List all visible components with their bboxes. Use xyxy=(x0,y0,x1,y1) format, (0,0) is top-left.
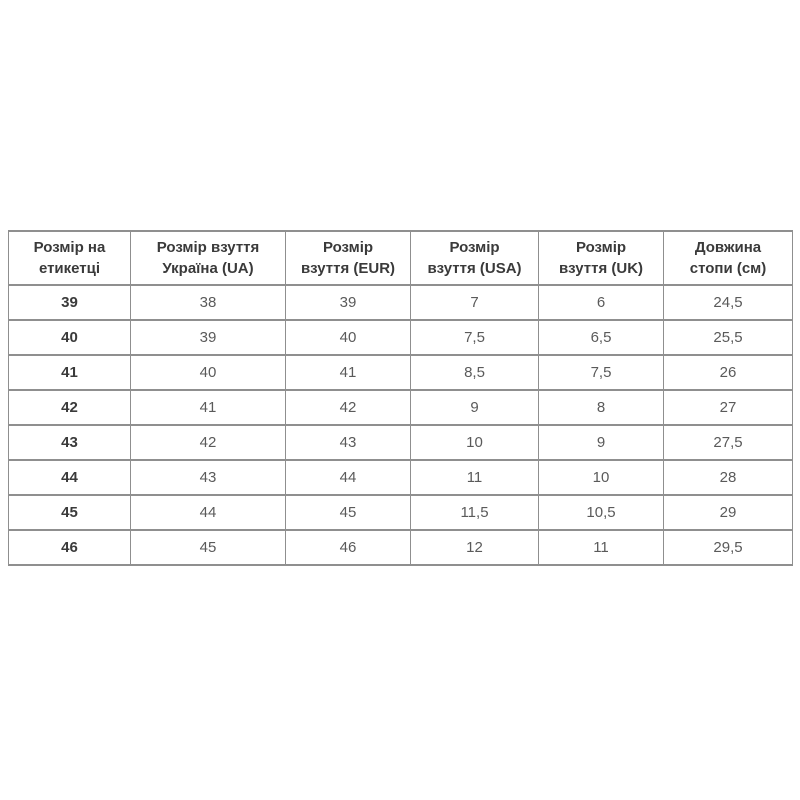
size-cell-usa: 11 xyxy=(411,460,539,495)
header-size-on-label xyxy=(9,231,131,285)
header-line: стопи (см) xyxy=(689,260,767,277)
size-cell-eur: 40 xyxy=(286,320,411,355)
header-line: Розмір взуття xyxy=(156,239,260,256)
size-chart-container xyxy=(8,230,792,566)
row-label-cell: 40 xyxy=(9,320,131,355)
size-cell-cm: 29 xyxy=(664,495,793,530)
size-cell-eur: 44 xyxy=(286,460,411,495)
size-cell-eur: 43 xyxy=(286,425,411,460)
table-row xyxy=(9,530,793,565)
row-label-cell: 44 xyxy=(9,460,131,495)
size-cell-eur: 39 xyxy=(286,285,411,320)
size-cell-uk: 10 xyxy=(539,460,664,495)
size-cell-uk: 8 xyxy=(539,390,664,425)
header-size-ua xyxy=(131,231,286,285)
size-cell-usa: 10 xyxy=(411,425,539,460)
size-cell-uk: 9 xyxy=(539,425,664,460)
table-row xyxy=(9,390,793,425)
size-cell-uk: 6 xyxy=(539,285,664,320)
shoe-size-conversion-table xyxy=(8,230,793,566)
header-line: Розмір xyxy=(322,239,374,256)
header-line: етикетці xyxy=(38,260,101,277)
size-cell-usa: 9 xyxy=(411,390,539,425)
header-line: Розмір на xyxy=(33,239,106,256)
size-cell-usa: 11,5 xyxy=(411,495,539,530)
size-cell-usa: 12 xyxy=(411,530,539,565)
size-cell-ua: 43 xyxy=(131,460,286,495)
header-line: Україна (UA) xyxy=(162,260,254,277)
table-row xyxy=(9,355,793,390)
size-cell-uk: 7,5 xyxy=(539,355,664,390)
header-line: Довжина xyxy=(694,239,762,256)
size-cell-cm: 27,5 xyxy=(664,425,793,460)
header-line: Розмір xyxy=(449,239,500,256)
size-cell-eur: 42 xyxy=(286,390,411,425)
size-cell-uk: 11 xyxy=(539,530,664,565)
header-size-uk xyxy=(539,231,664,285)
table-header-row xyxy=(9,231,793,285)
size-cell-ua: 39 xyxy=(131,320,286,355)
row-label-cell: 45 xyxy=(9,495,131,530)
size-cell-usa: 7,5 xyxy=(411,320,539,355)
size-cell-cm: 24,5 xyxy=(664,285,793,320)
row-label-cell: 41 xyxy=(9,355,131,390)
header-size-eur xyxy=(286,231,411,285)
size-cell-eur: 45 xyxy=(286,495,411,530)
size-cell-ua: 44 xyxy=(131,495,286,530)
size-cell-ua: 38 xyxy=(131,285,286,320)
row-label-cell: 46 xyxy=(9,530,131,565)
size-cell-cm: 25,5 xyxy=(664,320,793,355)
header-foot-length-cm xyxy=(664,231,793,285)
table-row xyxy=(9,425,793,460)
header-line: взуття (UK) xyxy=(558,260,644,277)
size-cell-cm: 27 xyxy=(664,390,793,425)
table-row xyxy=(9,495,793,530)
size-cell-uk: 6,5 xyxy=(539,320,664,355)
size-cell-cm: 26 xyxy=(664,355,793,390)
table-row xyxy=(9,320,793,355)
header-line: взуття (USA) xyxy=(427,260,522,277)
row-label-cell: 39 xyxy=(9,285,131,320)
size-cell-uk: 10,5 xyxy=(539,495,664,530)
header-size-usa xyxy=(411,231,539,285)
table-row xyxy=(9,460,793,495)
size-cell-usa: 7 xyxy=(411,285,539,320)
size-cell-ua: 41 xyxy=(131,390,286,425)
row-label-cell: 42 xyxy=(9,390,131,425)
size-cell-ua: 42 xyxy=(131,425,286,460)
size-cell-cm: 29,5 xyxy=(664,530,793,565)
header-line: Розмір xyxy=(575,239,627,256)
table-row xyxy=(9,285,793,320)
size-cell-usa: 8,5 xyxy=(411,355,539,390)
size-cell-ua: 45 xyxy=(131,530,286,565)
size-cell-cm: 28 xyxy=(664,460,793,495)
size-cell-eur: 41 xyxy=(286,355,411,390)
header-line: взуття (EUR) xyxy=(300,260,396,277)
size-cell-ua: 40 xyxy=(131,355,286,390)
row-label-cell: 43 xyxy=(9,425,131,460)
size-cell-eur: 46 xyxy=(286,530,411,565)
